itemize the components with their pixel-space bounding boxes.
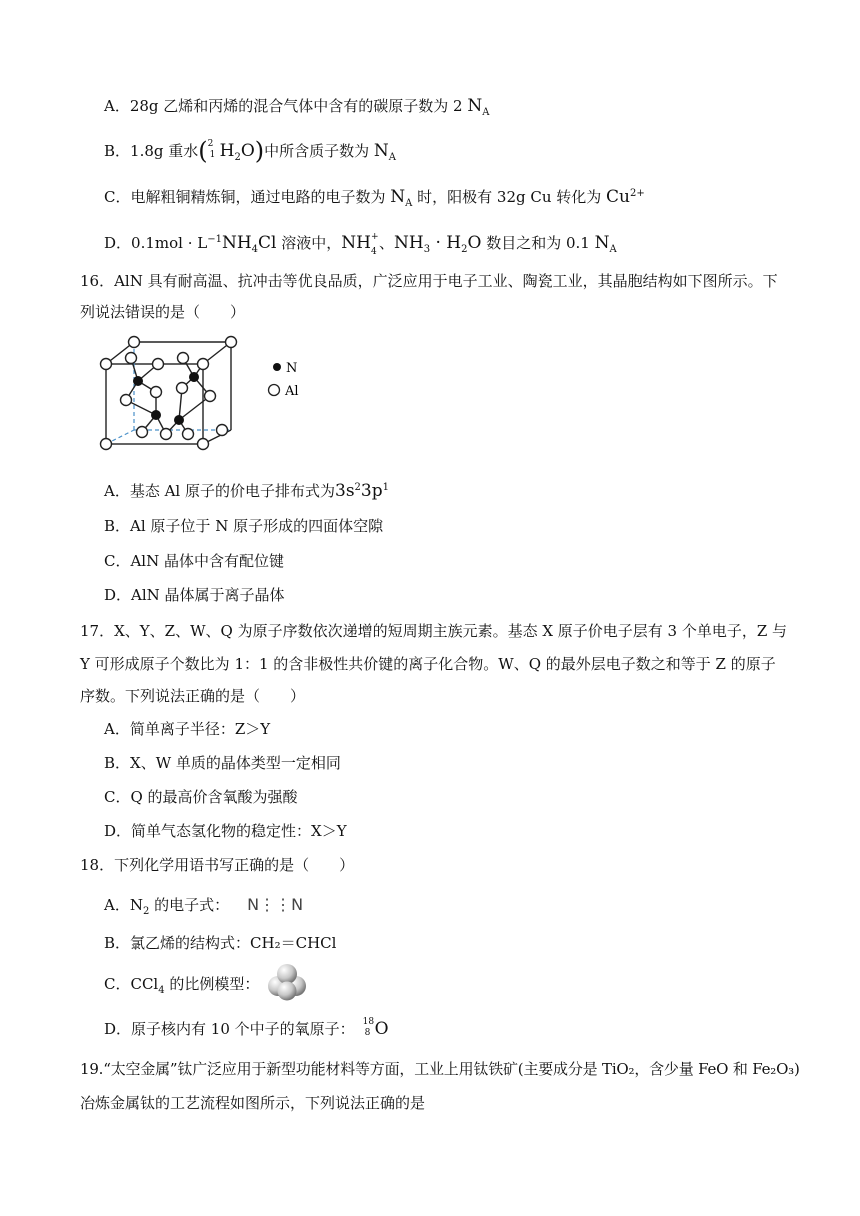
avogadro-subscript: A <box>609 244 617 255</box>
oxygen-symbol: O <box>240 141 255 161</box>
avogadro-symbol: N <box>373 141 389 161</box>
chloride-symbol: Cl <box>258 233 277 253</box>
concentration-exponent: −1 <box>207 234 222 245</box>
q18-stem: 18．下列化学用语书写正确的是（ ） <box>80 856 355 874</box>
avogadro-symbol: N <box>594 233 610 253</box>
q15-option-b-mid: 中所含质子数为 <box>264 142 374 160</box>
legend-al-marker <box>269 385 280 396</box>
oxygen-mass-number: 18 <box>362 1017 375 1027</box>
copper-charge: 2+ <box>630 188 645 199</box>
hydrogen-symbol: H <box>219 141 235 161</box>
q15-option-a-text: A．28g 乙烯和丙烯的混合气体中含有的碳原子数为 2 <box>104 97 468 115</box>
q18-option-d-text: D．原子核内有 10 个中子的氧原子： <box>104 1020 355 1038</box>
isotope-number: 1 <box>209 150 216 160</box>
isotope-mass: 2 <box>207 139 214 149</box>
q17-option-b: B．X、W 单质的晶体类型一定相同 <box>104 754 341 772</box>
oxygen-symbol: O <box>374 1019 389 1039</box>
avogadro-subscript: A <box>405 198 413 209</box>
q16-option-a <box>104 478 389 501</box>
q15-option-c-text: C．电解粗铜精炼铜，通过电路的电子数为 <box>104 188 391 206</box>
legend-n-label: N <box>286 361 298 376</box>
q16-option-d: D．AlN 晶体属于离子晶体 <box>104 586 285 604</box>
electron-config-3p-count: 1 <box>382 482 389 493</box>
right-paren: ) <box>254 137 265 165</box>
q18-option-c-text: C．CCl <box>104 975 159 993</box>
q16-stem-line-2: 列说法错误的是（ ） <box>80 303 246 321</box>
ammonium-chloride-subscript: 4 <box>251 244 259 255</box>
q16-stem-line-1: 16．AlN 具有耐高温、抗冲击等优良品质，广泛应用于电子工业、陶瓷工业，其晶胞结构如下图所示。下 <box>80 272 778 290</box>
avogadro-subscript: A <box>482 107 490 118</box>
left-paren: ( <box>198 137 208 165</box>
water-h: · H <box>430 233 462 253</box>
concentration: 0.1mol · L <box>131 234 208 252</box>
q15-option-d <box>104 230 617 260</box>
q15-option-a <box>104 96 489 123</box>
ammonium-charge: + <box>370 232 379 242</box>
isotope-label <box>208 140 220 162</box>
q19-stem-line-2: 冶炼金属钛的工艺流程如图所示，下列说法正确的是 <box>80 1094 426 1112</box>
q19-stem-line-1: 19.“太空金属”钛广泛应用于新型功能材料等方面，工业上用钛铁矿(主要成分是 TiO₂，含少量 FeO 和 Fe₂O₃) <box>80 1060 800 1078</box>
q17-option-c: C．Q 的最高价含氧酸为强酸 <box>104 788 298 806</box>
q15-option-c-mid: 时，阳极有 32g Cu 转化为 <box>412 188 607 206</box>
water-subscript: 2 <box>461 244 468 255</box>
avogadro-subscript: A <box>388 152 397 163</box>
q18-option-a-text: A．N <box>104 896 143 914</box>
avogadro-symbol: N <box>390 187 406 207</box>
ccl4-space-filling-model-icon <box>264 962 310 1002</box>
q15-option-b-text: B．1.8g 重水 <box>104 142 199 160</box>
q18-option-c-suffix: 的比例模型： <box>164 975 260 993</box>
q18-option-c <box>104 974 259 1001</box>
avogadro-symbol: N <box>467 96 483 116</box>
electron-config-3s-count: 2 <box>354 482 361 493</box>
q17-stem-line-1: 17．X、Y、Z、W、Q 为原子序数依次递增的短周期主族元素。基态 X 原子价电子层有 3 个单电子，Z 与 <box>80 622 788 640</box>
electron-config-3p: 3p <box>360 481 383 501</box>
q15-option-d-tail: 数目之和为 0.1 <box>481 234 595 252</box>
ammonium-nh: NH <box>341 233 371 253</box>
copper-symbol: Cu <box>606 187 630 207</box>
q18-option-a <box>104 895 303 922</box>
ammonium-ion <box>341 232 379 257</box>
aln-crystal-cell-figure <box>96 334 316 458</box>
ccl4-subscript: 4 <box>158 985 165 996</box>
q15-option-b <box>104 137 397 168</box>
q16-option-c: C．AlN 晶体中含有配位键 <box>104 552 285 570</box>
q16-option-a-text: A．基态 Al 原子的价电子排布式为 <box>104 482 335 500</box>
water-o: O <box>467 233 482 253</box>
separator: 、 <box>378 234 394 252</box>
q18-option-d <box>104 1018 389 1040</box>
oxygen-atomic-number: 8 <box>364 1028 371 1038</box>
n2-subscript: 2 <box>142 906 150 917</box>
q16-option-b: B．Al 原子位于 N 原子形成的四面体空隙 <box>104 517 384 535</box>
q17-option-d: D．简单气态氢化物的稳定性：X＞Y <box>104 822 347 840</box>
legend-al-label: Al <box>285 384 299 399</box>
q18-option-a-suffix: 的电子式： <box>149 896 230 914</box>
q17-stem-line-2: Y 可形成原子个数比为 1：1 的含非极性共价键的离子化合物。W、Q 的最外层电子数之和等于 Z 的原子 <box>80 655 776 673</box>
q15-option-c <box>104 184 645 214</box>
q15-option-d-label: D． <box>104 234 132 252</box>
ammonium-chloride-nh: NH <box>221 233 252 253</box>
legend-n-marker <box>273 363 281 371</box>
hydrogen-subscript: 2 <box>234 152 241 163</box>
q17-option-a: A．简单离子半径：Z＞Y <box>104 720 271 738</box>
ammonium-subscript: 4 <box>370 247 377 257</box>
electron-config-3s: 3s <box>335 481 355 501</box>
n2-electron-formula: N⋮⋮N <box>247 895 304 914</box>
q17-stem-line-3: 序数。下列说法正确的是（ ） <box>80 687 306 705</box>
oxygen-isotope-label <box>363 1018 375 1040</box>
ammonia-nh: NH <box>393 233 424 253</box>
q15-option-d-mid: 溶液中， <box>276 234 342 252</box>
q18-option-b: B．氯乙烯的结构式：CH₂＝CHCl <box>104 934 337 952</box>
ammonia-subscript: 3 <box>423 244 431 255</box>
